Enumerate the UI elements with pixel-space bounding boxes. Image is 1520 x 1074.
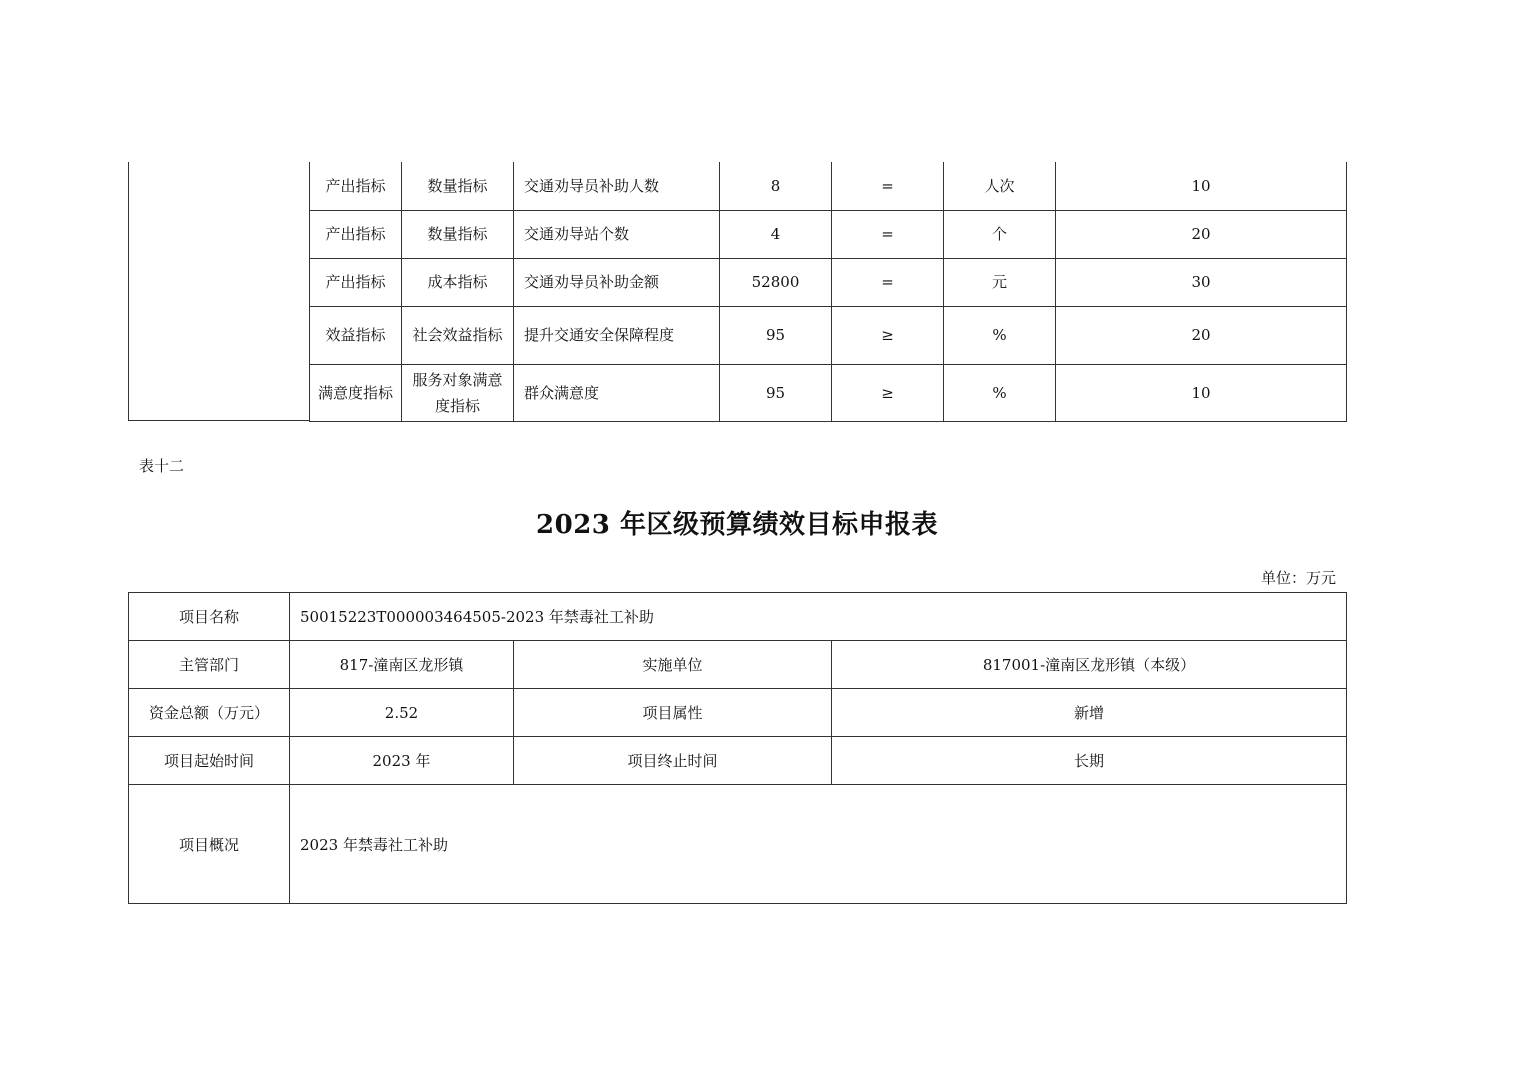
table-row	[310, 258, 1347, 306]
impl-unit-label: 实施单位	[514, 641, 832, 689]
indicator-operator: =	[832, 210, 944, 258]
project-info-table	[128, 592, 1347, 904]
table-row	[129, 785, 1347, 904]
indicator-name: 交通劝导员补助人数	[514, 162, 720, 210]
indicator-weight: 10	[1056, 162, 1347, 210]
start-time-value: 2023 年	[290, 737, 514, 785]
indicator-operator: =	[832, 258, 944, 306]
indicator-table-section	[128, 162, 1347, 421]
indicator-level2: 服务对象满意度指标	[402, 364, 514, 421]
end-time-value: 长期	[832, 737, 1347, 785]
page-title: 2023 年区级预算绩效目标申报表	[536, 510, 938, 540]
table-row	[129, 593, 1347, 641]
indicator-unit: 元	[944, 258, 1056, 306]
project-name-label: 项目名称	[129, 593, 290, 641]
indicator-unit: %	[944, 364, 1056, 421]
indicator-name: 群众满意度	[514, 364, 720, 421]
table-row	[129, 641, 1347, 689]
indicator-level2: 社会效益指标	[402, 306, 514, 364]
indicator-level1: 效益指标	[310, 306, 402, 364]
indicator-value: 8	[720, 162, 832, 210]
dept-label: 主管部门	[129, 641, 290, 689]
fund-total-label: 资金总额（万元）	[129, 689, 290, 737]
indicator-name: 交通劝导站个数	[514, 210, 720, 258]
start-time-label: 项目起始时间	[129, 737, 290, 785]
indicator-level1: 产出指标	[310, 210, 402, 258]
table-row	[129, 689, 1347, 737]
indicator-unit: 人次	[944, 162, 1056, 210]
indicator-level2: 数量指标	[402, 210, 514, 258]
dept-value: 817-潼南区龙形镇	[290, 641, 514, 689]
indicator-operator: ≥	[832, 306, 944, 364]
indicator-weight: 10	[1056, 364, 1347, 421]
table-row	[310, 364, 1347, 421]
indicator-level1: 产出指标	[310, 258, 402, 306]
indicator-unit: 个	[944, 210, 1056, 258]
end-time-label: 项目终止时间	[514, 737, 832, 785]
indicator-level1: 满意度指标	[310, 364, 402, 421]
indicator-unit: %	[944, 306, 1056, 364]
indicator-operator: =	[832, 162, 944, 210]
indicator-merged-left-cell	[128, 162, 310, 421]
indicator-level2: 数量指标	[402, 162, 514, 210]
indicator-value: 95	[720, 364, 832, 421]
indicator-value: 52800	[720, 258, 832, 306]
indicator-value: 4	[720, 210, 832, 258]
table-number: 表十二	[139, 457, 185, 475]
indicator-table	[309, 162, 1347, 422]
indicator-weight: 20	[1056, 306, 1347, 364]
table-row	[310, 306, 1347, 364]
overview-value: 2023 年禁毒社工补助	[290, 785, 1347, 904]
project-name-value: 50015223T000003464505-2023 年禁毒社工补助	[290, 593, 1347, 641]
fund-total-value: 2.52	[290, 689, 514, 737]
indicator-level1: 产出指标	[310, 162, 402, 210]
indicator-weight: 20	[1056, 210, 1347, 258]
indicator-name: 提升交通安全保障程度	[514, 306, 720, 364]
overview-label: 项目概况	[129, 785, 290, 904]
impl-unit-value: 817001-潼南区龙形镇（本级）	[832, 641, 1347, 689]
table-row	[310, 162, 1347, 210]
indicator-level2: 成本指标	[402, 258, 514, 306]
indicator-name: 交通劝导员补助金额	[514, 258, 720, 306]
table-row	[129, 737, 1347, 785]
unit-label: 单位：万元	[1260, 569, 1336, 587]
project-attr-label: 项目属性	[514, 689, 832, 737]
project-attr-value: 新增	[832, 689, 1347, 737]
indicator-operator: ≥	[832, 364, 944, 421]
table-row	[310, 210, 1347, 258]
indicator-value: 95	[720, 306, 832, 364]
indicator-weight: 30	[1056, 258, 1347, 306]
